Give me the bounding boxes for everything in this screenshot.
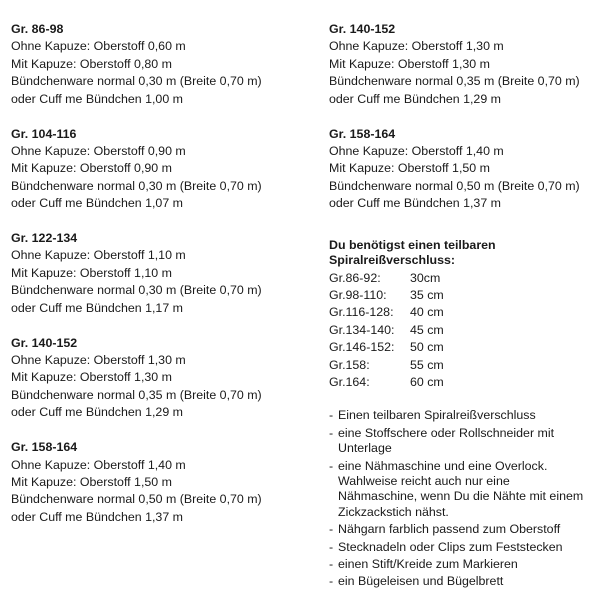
list-item [329,408,597,423]
material-text: eine Nähmaschine und eine Overlock. Wahlweise reicht auch nur eine Nähmaschine, wenn Du die Nähte mit einem Zickzackstich nähst. [338,458,584,519]
material-text: eine Stoffschere oder Rollschneider mit Unterlage [338,425,555,456]
fabric-line: Mit Kapuze: Oberstoff 1,50 m [11,474,172,489]
size-block [11,21,311,108]
list-item [329,574,597,589]
zipper-table [329,270,597,392]
zipper-size: Gr.86-92: [329,270,381,285]
material-text: einen Stift/Kreide zum Markieren [338,557,518,572]
list-item [329,522,597,537]
zipper-size: Gr.158: [329,357,370,372]
fabric-line: Mit Kapuze: Oberstoff 0,80 m [11,56,172,71]
zipper-size: Gr.146-152: [329,340,395,355]
fabric-line: Bündchenware normal 0,50 m (Breite 0,70 m) [329,178,580,193]
fabric-line: Bündchenware normal 0,35 m (Breite 0,70 m) [11,387,262,402]
size-title: Gr. 104-116 [11,126,77,141]
fabric-line: oder Cuff me Bündchen 1,17 m [11,300,183,315]
zipper-heading-line: Spiralreißverschluss: [329,253,456,268]
fabric-line: Mit Kapuze: Oberstoff 1,50 m [329,161,490,176]
materials-list [329,408,597,589]
size-title: Gr. 140-152 [329,22,396,36]
fabric-line: Ohne Kapuze: Oberstoff 0,90 m [11,143,186,158]
size-block [329,126,597,213]
fabric-line: oder Cuff me Bündchen 1,29 m [11,405,183,420]
zipper-row [329,339,597,356]
zipper-length: 30cm [410,270,441,285]
right-column [329,21,597,592]
list-item [329,459,597,521]
fabric-line: Mit Kapuze: Oberstoff 1,10 m [11,265,172,280]
zipper-size: Gr.134-140: [329,322,395,337]
zipper-length: 60 cm [410,375,444,389]
fabric-line: Mit Kapuze: Oberstoff 1,30 m [329,56,490,71]
fabric-line: Mit Kapuze: Oberstoff 0,90 m [11,161,172,176]
list-item [329,540,597,555]
fabric-line: Ohne Kapuze: Oberstoff 1,40 m [11,457,186,472]
fabric-line: oder Cuff me Bündchen 1,07 m [11,196,183,211]
list-item [329,557,597,572]
zipper-length: 45 cm [410,322,444,337]
left-column [11,21,311,544]
fabric-line: Ohne Kapuze: Oberstoff 1,30 m [11,353,186,367]
fabric-line: Ohne Kapuze: Oberstoff 1,40 m [329,143,504,158]
size-block [11,439,311,526]
size-title: Gr. 86-98 [11,22,64,36]
size-title: Gr. 158-164 [11,440,78,455]
size-title: Gr. 158-164 [329,126,396,141]
dash-bullet: - [329,557,334,572]
size-title: Gr. 140-152 [11,335,78,350]
dash-bullet: - [329,425,334,440]
size-block [11,230,311,317]
fabric-line: oder Cuff me Bündchen 1,00 m [11,91,183,106]
size-block [329,21,597,108]
list-item [329,426,597,457]
zipper-heading-line: Du benötigst einen teilbaren [329,237,496,252]
fabric-line: Bündchenware normal 0,30 m (Breite 0,70 m) [11,74,262,89]
size-block [11,335,311,422]
dash-bullet: - [329,408,334,423]
size-block [11,126,311,213]
fabric-line: Bündchenware normal 0,50 m (Breite 0,70 m) [11,492,262,507]
fabric-line: oder Cuff me Bündchen 1,37 m [11,509,183,524]
fabric-line: Bündchenware normal 0,30 m (Breite 0,70 m) [11,283,262,298]
material-text: ein Bügeleisen und Bügelbrett [338,574,504,589]
zipper-row [329,374,597,391]
fabric-line: Mit Kapuze: Oberstoff 1,30 m [11,370,172,385]
material-text: Einen teilbaren Spiralreißverschluss [338,408,536,423]
zipper-size: Gr.98-110: [329,287,387,302]
fabric-line: Ohne Kapuze: Oberstoff 1,10 m [11,248,186,263]
material-text: Nähgarn farblich passend zum Oberstoff [338,522,561,537]
dash-bullet: - [329,539,334,554]
zipper-length: 35 cm [410,287,444,302]
dash-bullet: - [329,458,334,473]
zipper-length: 55 cm [410,357,444,372]
zipper-size: Gr.164: [329,375,370,389]
dash-bullet: - [329,574,334,589]
material-text: Stecknadeln oder Clips zum Feststecken [338,539,563,554]
fabric-line: Ohne Kapuze: Oberstoff 0,60 m [11,39,186,54]
fabric-line: Ohne Kapuze: Oberstoff 1,30 m [329,39,504,54]
zipper-row [329,270,597,287]
fabric-line: oder Cuff me Bündchen 1,29 m [329,91,501,106]
zipper-row [329,357,597,374]
zipper-row [329,304,597,321]
size-title: Gr. 122-134 [11,231,78,246]
zipper-row [329,287,597,304]
zipper-length: 50 cm [410,340,444,355]
zipper-size: Gr.116-128: [329,305,394,320]
fabric-line: Bündchenware normal 0,35 m (Breite 0,70 m) [329,74,580,89]
zipper-heading [329,238,597,269]
zipper-row [329,322,597,339]
zipper-length: 40 cm [410,305,444,320]
dash-bullet: - [329,522,334,537]
fabric-line: oder Cuff me Bündchen 1,37 m [329,196,501,211]
fabric-line: Bündchenware normal 0,30 m (Breite 0,70 m) [11,178,262,193]
